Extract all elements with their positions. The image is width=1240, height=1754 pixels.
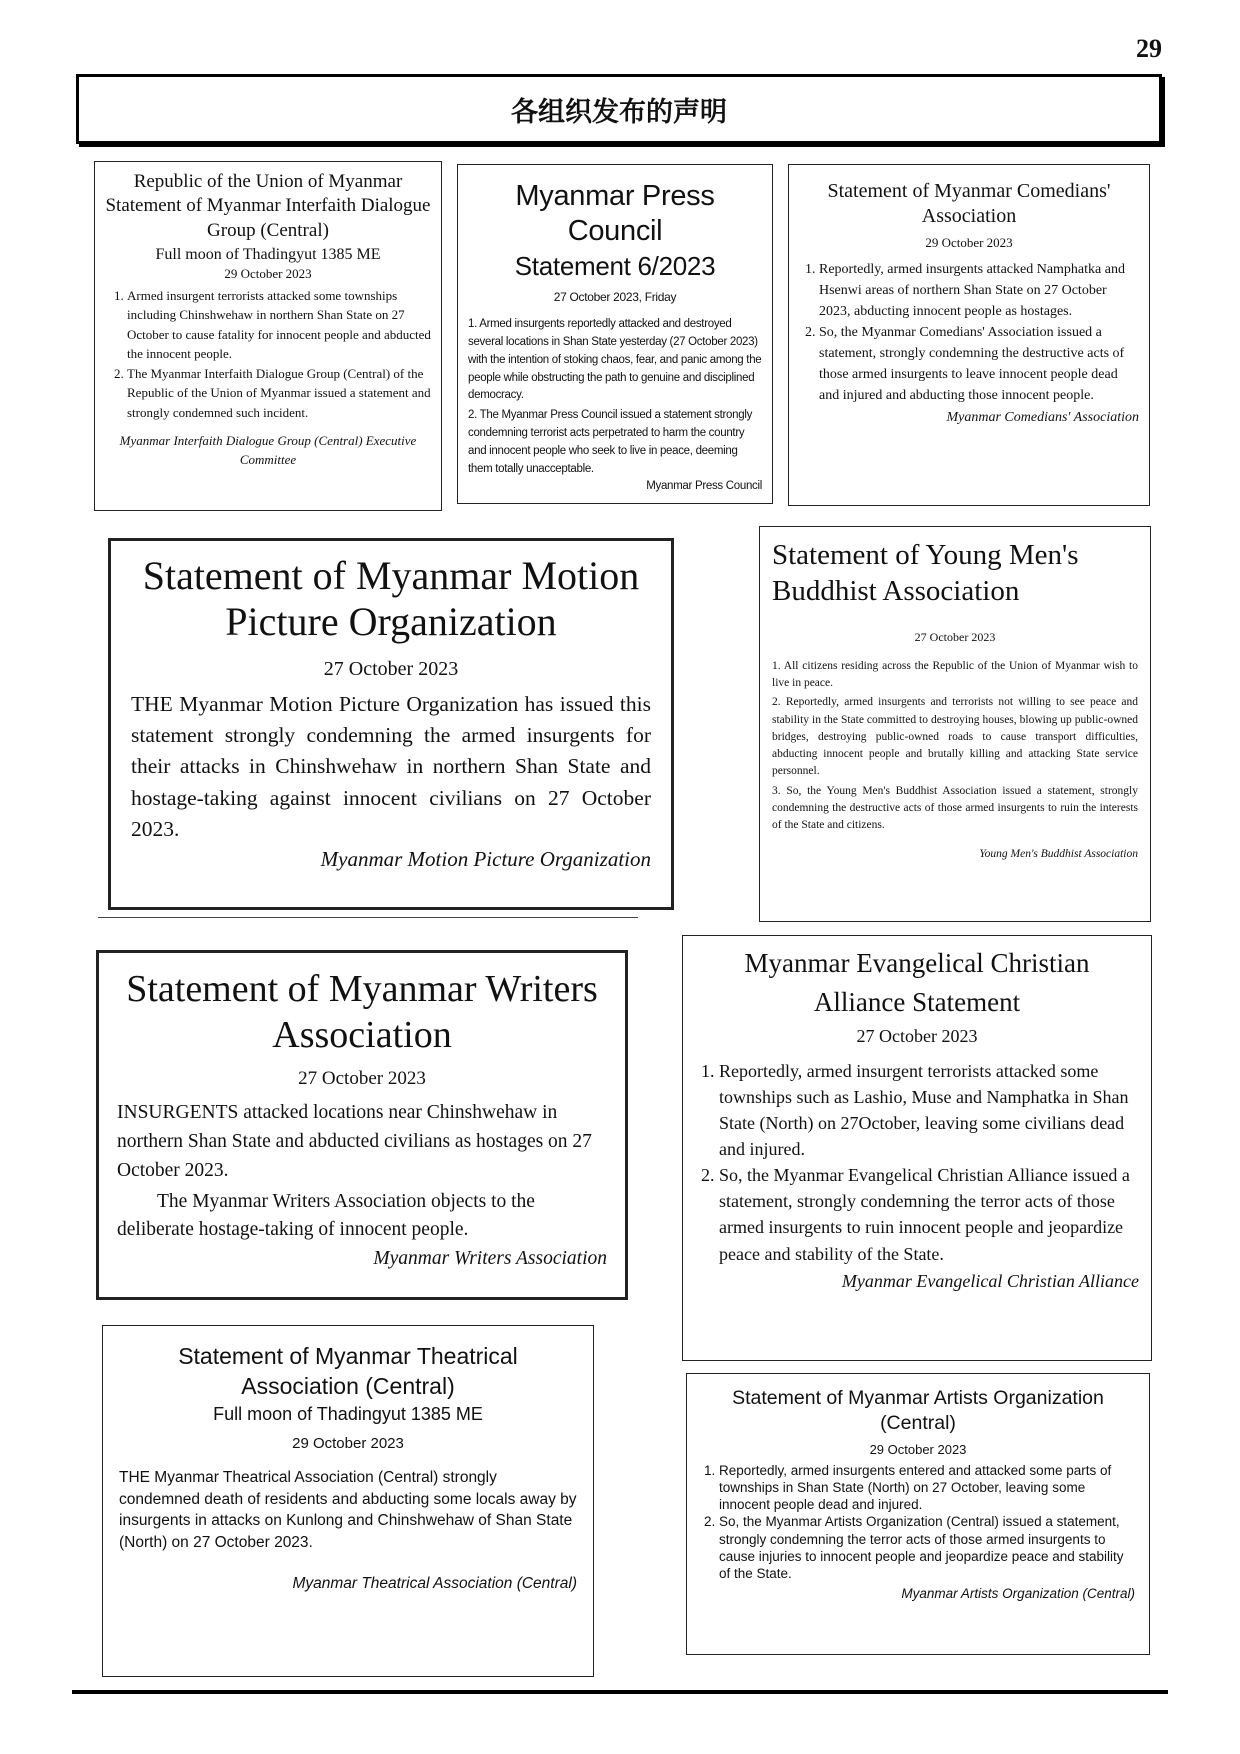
press-council-statement [457,164,773,504]
ymba-item-2: 2. Reportedly, armed insurgents and terrorists not willing to see peace and stability in the State committed to destroying houses, blowing up public-owned bridges, destroying public-owned roads to cause transport difficulties, abducting innocent people and brutally killing and attacking State service personnel. [772,696,1138,778]
ymba-item-3: 3. So, the Young Men's Buddhist Association issued a statement, strongly condemning the destructive acts of those armed insurgents to ruin the interests of the State and citizens. [772,784,1138,832]
page-header-title: 各组织发布的声明 [76,74,1162,144]
artists-signature: Myanmar Artists Organization (Central) [901,1586,1135,1602]
comedians-title: Statement of Myanmar Comedians' Association [827,180,1111,227]
comedians-date: 29 October 2023 [925,235,1013,250]
motion-picture-signature: Myanmar Motion Picture Organization [320,846,651,871]
motion-picture-date: 27 October 2023 [323,658,459,680]
theatrical-body: THE Myanmar Theatrical Association (Central) strongly condemned death of residents and abducting some locals away by insurgents in attacks on Kunlong and Chinshwehaw of Shan State (North) on 27 October 2023. [119,1469,577,1551]
ymba-statement [759,526,1151,922]
motion-picture-title: Statement of Myanmar Motion Picture Organization [142,553,640,644]
motion-picture-statement [108,538,674,910]
page-number: 29 [1136,34,1162,63]
evangelical-statement [682,935,1152,1361]
motion-picture-body: THE Myanmar Motion Picture Organization has issued this statement strongly condemning the armed insurgents for their attacks in Chinshwehaw in northern Shan State and hostage-taking against innocent civilians on 27 October 2023. [131,692,651,841]
comedians-signature: Myanmar Comedians' Association [946,409,1139,425]
footer-rule [72,1690,1168,1694]
press-council-title: Myanmar Press Council [515,180,715,247]
interfaith-signature: Myanmar Interfaith Dialogue Group (Central) Executive Committee [119,433,417,468]
writers-para-2: The Myanmar Writers Association objects to the deliberate hostage-taking of innocent people. [117,1190,535,1241]
comedians-statement [788,164,1150,506]
evangelical-list [695,1058,1139,1267]
list-item: 1. Reportedly, armed insurgents attacked Namphatka and Hsenwi areas of northern Shan State on 27 October 2023, abducting innocent people as hostages. [819,259,1139,322]
list-item: 2. So, the Myanmar Evangelical Christian Alliance issued a statement, strongly condemning the terror acts of those armed insurgents to ruin innocent people and jeopardize peace and stability of the State. [719,1162,1139,1266]
divider [98,917,638,918]
interfaith-list [105,286,431,423]
writers-date: 27 October 2023 [298,1068,426,1090]
interfaith-statement [94,161,442,511]
comedians-list [799,259,1139,406]
theatrical-statement [102,1325,594,1677]
press-council-date: 27 October 2023, Friday [553,289,677,304]
theatrical-signature: Myanmar Theatrical Association (Central) [292,1574,577,1592]
press-council-subtitle: Statement 6/2023 [514,250,716,281]
writers-para-1: INSURGENTS attacked locations near Chinshwehaw in northern Shan State and abducted civilians as hostages on 27 October 2023. [117,1101,592,1181]
artists-list [701,1462,1135,1583]
evangelical-signature: Myanmar Evangelical Christian Alliance [841,1270,1139,1291]
interfaith-subtitle: Full moon of Thadingyut 1385 ME [155,245,381,263]
ymba-signature: Young Men's Buddhist Association [979,848,1138,861]
writers-statement [96,950,628,1300]
interfaith-date: 29 October 2023 [224,266,312,282]
ymba-date: 27 October 2023 [914,629,996,644]
list-item: 2. So, the Myanmar Comedians' Association issued a statement, strongly condemning the destructive acts of those armed insurgents to leave innocent people dead and injured and abducting those innocent people. [819,322,1139,406]
interfaith-title: Republic of the Union of Myanmar Statement of Myanmar Interfaith Dialogue Group (Central) [105,171,431,241]
evangelical-date: 27 October 2023 [856,1026,978,1047]
press-council-signature: Myanmar Press Council [646,480,762,493]
press-council-item-1: 1. Armed insurgents reportedly attacked and destroyed several locations in Shan State yesterday (27 October 2023) with the intention of stoking chaos, fear, and panic among the people while obstructing the path to genuine and disciplined democracy. [468,318,762,402]
artists-statement [686,1373,1150,1655]
artists-title: Statement of Myanmar Artists Organization (Central) [732,1387,1104,1434]
theatrical-title: Statement of Myanmar Theatrical Association (Central) [178,1343,518,1399]
list-item: 1. Reportedly, armed insurgent terrorists attacked some townships such as Lashio, Muse and Namphatka in Shan State (North) on 27October, leaving some civilians dead and injured. [719,1058,1139,1162]
artists-date: 29 October 2023 [869,1441,967,1457]
list-item: 1. Reportedly, armed insurgents entered and attacked some parts of townships in Shan State (North) on 27 October, leaving some innocent people dead and injured. [719,1462,1135,1514]
writers-title: Statement of Myanmar Writers Association [126,968,598,1056]
evangelical-title: Myanmar Evangelical Christian Alliance Statement [744,948,1090,1018]
theatrical-date: 29 October 2023 [292,1435,404,1453]
list-item: 2. The Myanmar Interfaith Dialogue Group (Central) of the Republic of the Union of Myanmar issued a statement and strongly condemned such incident. [127,364,431,423]
theatrical-subtitle: Full moon of Thadingyut 1385 ME [213,1403,483,1424]
ymba-item-1: 1. All citizens residing across the Republic of the Union of Myanmar wish to live in peace. [772,659,1138,690]
list-item: 2. So, the Myanmar Artists Organization (Central) issued a statement, strongly condemning the terror acts of those armed insurgents to cause injuries to innocent people and jeopardize peace and stability of the State. [719,1513,1135,1582]
writers-signature: Myanmar Writers Association [373,1248,607,1270]
ymba-title: Statement of Young Men's Buddhist Association [772,539,1079,608]
press-council-item-2: 2. The Myanmar Press Council issued a statement strongly condemning terrorist acts perpetrated to harm the country and innocent people who seek to live in peace, deeming them totally unacceptable. [468,409,753,475]
list-item: 1. Armed insurgent terrorists attacked some townships including Chinshwehaw in northern Shan State on 27 October to cause fatality for innocent people and abducted the innocent people. [127,286,431,364]
